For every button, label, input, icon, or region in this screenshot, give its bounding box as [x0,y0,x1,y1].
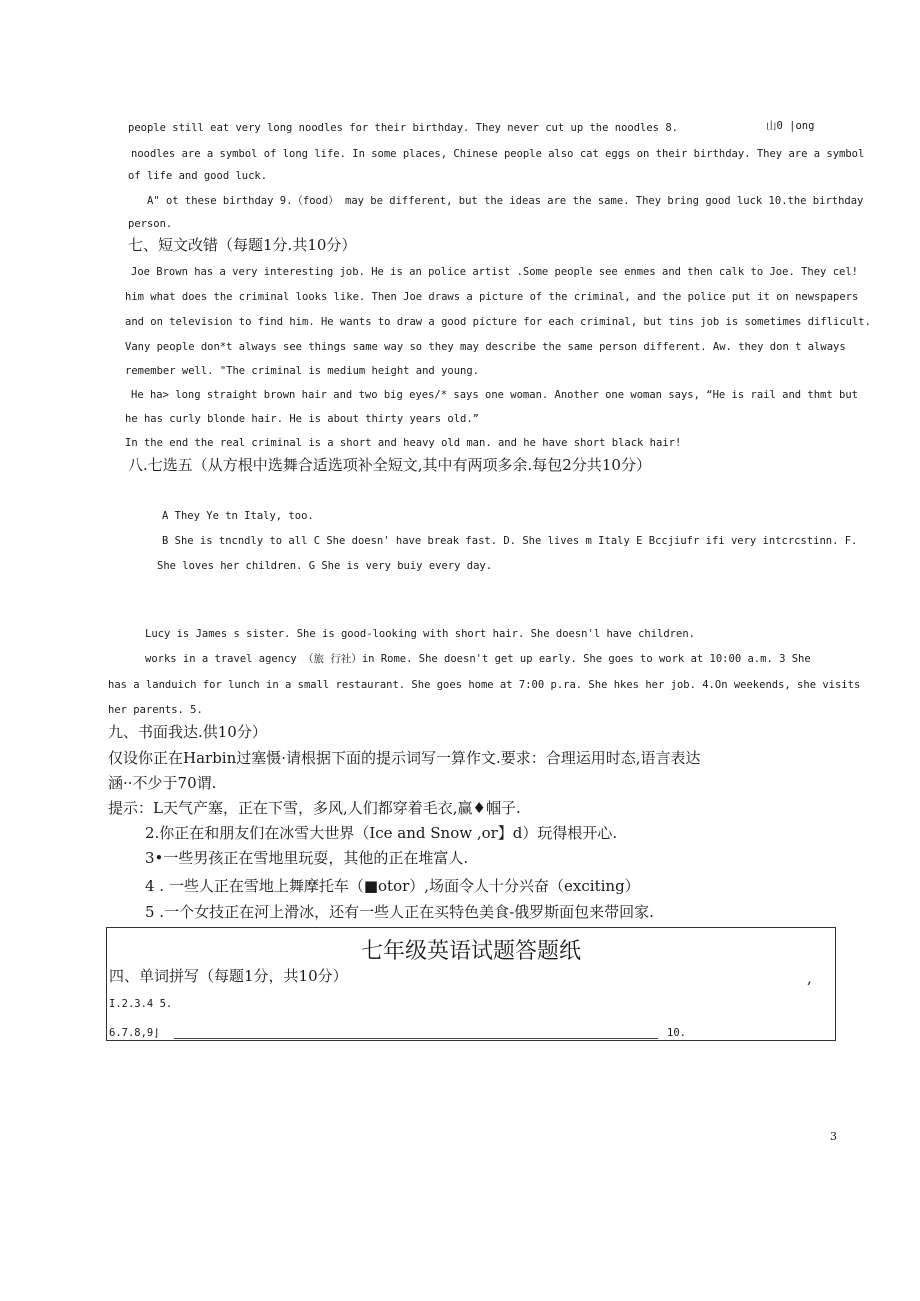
option-line: B She is tncndly to all C She doesn' have break fast. D. She lives m Italy E Bccjiufr ifi very intcrcstinn. F. [162,535,858,547]
passage-line-fragment: 山0 |ong [766,120,815,132]
passage-line: A" ot these birthday 9.（food） may be different, but the ideas are the same. They bring good luck 10.the birthday [147,195,864,207]
cloze-passage-line: Lucy is James s sister. She is good-looking with short hair. She doesn'l have children. [145,628,695,640]
writing-instruction: 仅设你正在Harbin过塞慑·请根据下面的提示词写一算作文.要求：合理运用时态,语言表达 [108,749,701,767]
writing-hint: 3•一些男孩正在雪地里玩耍，其他的正在堆富人. [145,849,469,867]
error-passage-line: He ha> long straight brown hair and two big eyes/* says one woman. Another one woman says, “He is rail and thmt but [131,389,858,401]
cloze-passage-line: her parents. 5. [108,704,203,716]
error-passage-line: In the end the real criminal is a short and heavy old man. and he have short black hair! [125,437,682,449]
option-line: She loves her children. G She is very buiy every day. [157,560,493,572]
option-line: A They Ye tn Italy, too. [162,510,314,522]
passage-line: person. [128,218,173,230]
answer-row: 6.7.8,9⌋ [109,1027,160,1039]
page-number: 3 [830,1130,837,1143]
passage-line: people still eat very long noodles for their birthday. They never cut up the noodles 8. [128,122,678,134]
writing-instruction: 涵··不少于70谓. [108,774,217,792]
answer-sheet-title: 七年级英语试题答题纸 [360,939,581,964]
writing-hint: 5 .一个女技正在河上滑冰，还有一些人正在买特色美食-俄罗斯面包来带回家. [145,903,654,921]
section-8-heading: 八.七选五（从方根中选舞合适选项补全短文,其中有两项多余.每包2分共10分） [128,456,651,474]
cloze-passage-line: works in a travel agency （旅 行社）in Rome. She doesn't get up early. She goes to work at 10:00 a.m. 3 She [145,653,811,665]
error-passage-line: Vany people don*t always see things same way so they may describe the same person different. Aw. they don t always [125,341,846,353]
writing-hint: 提示：L天气产塞，正在下雪，多风,人们都穿着毛衣,赢♦帼子. [108,799,521,817]
answer-row: I.2.3.4 5. [109,998,173,1010]
section-9-heading: 九、书面我达.供10分） [108,723,267,741]
error-passage-line: him what does the criminal looks like. Then Joe draws a picture of the criminal, and the police put it on newspapers [125,291,859,303]
error-passage-line: Joe Brown has a very interesting job. He is an police artist .Some people see enmes and then calk to Joe. They cel! [131,266,858,278]
passage-line: noodles are a symbol of long life. In some places, Chinese people also cat eggs on their birthday. They are a symbol [131,148,865,160]
passage-line: of life and good luck. [128,170,268,182]
error-passage-line: he has curly blonde hair. He is about thirty years old.” [125,413,480,425]
answer-underline [174,1038,658,1039]
writing-hint: 2.你正在和朋友们在冰雪大世界（Ice and Snow ,or】d）玩得根开心. [145,824,618,842]
answer-sheet-box [106,927,836,1041]
writing-hint: 4 . 一些人正在雪地上舞摩托车（■otor）,场面令人十分兴奋（exciting） [145,877,640,895]
error-passage-line: remember well. "The criminal is medium height and young. [125,365,480,377]
answer-row-end: 10. [667,1027,686,1039]
stray-comma: , [807,969,812,987]
cloze-passage-line: has a landuich for lunch in a small restaurant. She goes home at 7:00 p.ra. She hkes her job. 4.On weekends, she visits [108,679,861,691]
section-7-heading: 七、短文改错（每题1分.共10分） [128,236,357,254]
section-4-heading: 四、单词拼写（每题1分，共10分） [109,967,348,985]
error-passage-line: and on television to find him. He wants to draw a good picture for each criminal, but tins job is sometimes diflicult. [125,316,871,328]
